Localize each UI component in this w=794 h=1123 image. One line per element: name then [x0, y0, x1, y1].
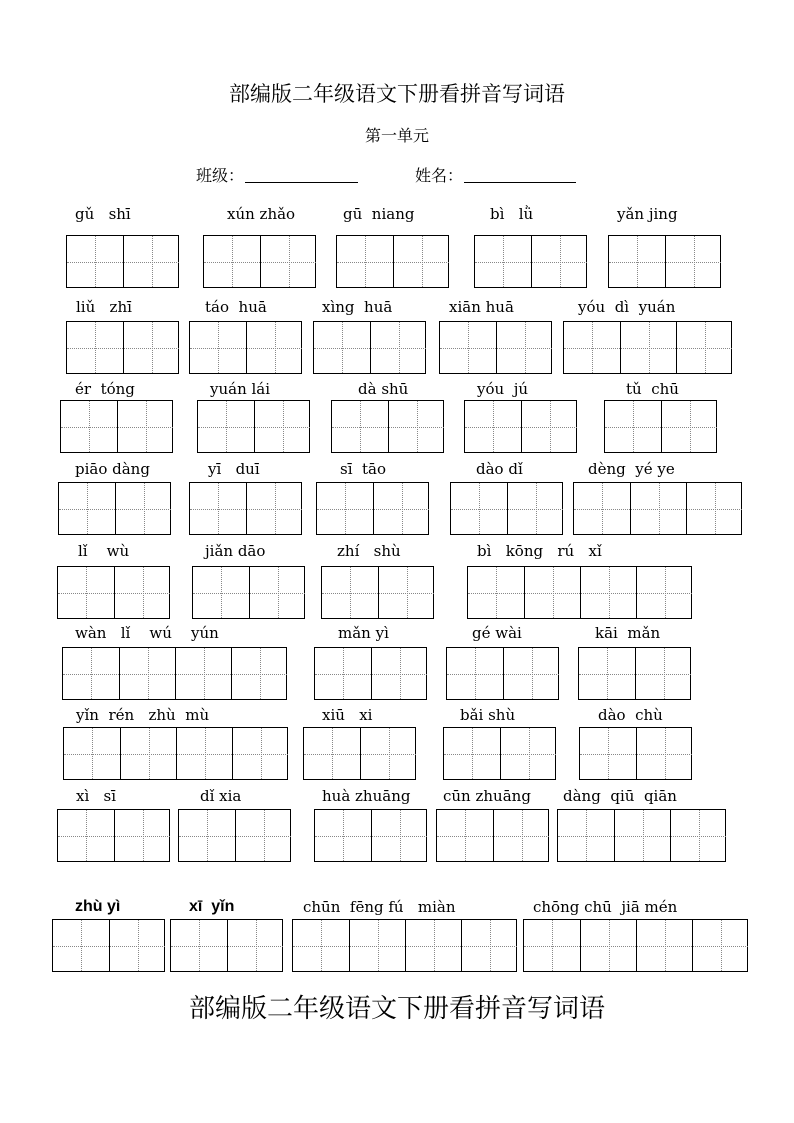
guide-line-horizontal: [564, 348, 620, 349]
writing-cell[interactable]: [692, 920, 748, 971]
pinyin-label: xī yǐn: [189, 898, 235, 915]
writing-cell[interactable]: [123, 322, 179, 373]
writing-cell[interactable]: [614, 810, 670, 861]
writing-cell[interactable]: [58, 810, 114, 861]
writing-cell[interactable]: [198, 401, 254, 452]
writing-cell[interactable]: [524, 567, 580, 618]
pinyin-label: yuán lái: [210, 380, 271, 398]
writing-cell[interactable]: [405, 920, 461, 971]
guide-line-horizontal: [124, 262, 179, 263]
guide-line-horizontal: [581, 946, 636, 947]
guide-line-horizontal: [379, 593, 434, 594]
guide-line-horizontal: [58, 593, 114, 594]
guide-line-horizontal: [637, 593, 692, 594]
guide-line-horizontal: [609, 262, 665, 263]
tianzige-grid: [314, 809, 427, 862]
guide-line-horizontal: [315, 674, 371, 675]
tianzige-grid: [331, 400, 444, 453]
writing-cell[interactable]: [500, 728, 556, 779]
writing-cell[interactable]: [444, 728, 500, 779]
guide-line-horizontal: [662, 427, 717, 428]
guide-line-horizontal: [372, 836, 427, 837]
guide-line-horizontal: [314, 348, 370, 349]
guide-line-horizontal: [337, 262, 393, 263]
guide-line-horizontal: [261, 262, 316, 263]
writing-cell[interactable]: [579, 648, 635, 699]
tianzige-grid: [608, 235, 721, 288]
writing-cell[interactable]: [475, 236, 531, 287]
pinyin-label: dǐ xia: [200, 787, 242, 805]
pinyin-label: gū niang: [343, 205, 415, 223]
pinyin-label: yóu dì yuán: [578, 298, 676, 316]
writing-cell[interactable]: [636, 920, 692, 971]
pinyin-label: kāi mǎn: [595, 624, 661, 642]
pinyin-label: cūn zhuāng: [443, 787, 531, 805]
footer-title: 部编版二年级语文下册看拼音写词语: [188, 994, 605, 1024]
guide-line-horizontal: [440, 348, 496, 349]
guide-line-horizontal: [372, 674, 427, 675]
guide-line-horizontal: [671, 836, 726, 837]
writing-cell[interactable]: [371, 648, 427, 699]
guide-line-horizontal: [204, 262, 260, 263]
guide-line-horizontal: [317, 509, 373, 510]
tianzige-grid: [321, 566, 434, 619]
pinyin-label: piāo dàng: [75, 460, 150, 478]
guide-line-horizontal: [110, 946, 165, 947]
guide-line-horizontal: [233, 754, 288, 755]
guide-line-horizontal: [574, 509, 630, 510]
writing-cell[interactable]: [254, 401, 310, 452]
tianzige-grid: [313, 321, 426, 374]
writing-cell[interactable]: [58, 567, 114, 618]
pinyin-label: tǔ chū: [626, 380, 679, 398]
writing-cell[interactable]: [109, 920, 165, 971]
pinyin-label: mǎn yì: [338, 624, 389, 642]
guide-line-horizontal: [177, 754, 232, 755]
guide-line-horizontal: [315, 836, 371, 837]
writing-cell[interactable]: [231, 648, 287, 699]
pinyin-label: dà shū: [358, 380, 409, 398]
writing-cell[interactable]: [503, 648, 559, 699]
writing-cell[interactable]: [507, 483, 563, 534]
pinyin-label: dèng yé ye: [588, 460, 675, 478]
guide-line-horizontal: [247, 509, 302, 510]
guide-line-horizontal: [406, 946, 461, 947]
pinyin-label: zhù yì: [75, 898, 121, 915]
writing-cell[interactable]: [235, 810, 291, 861]
writing-cell[interactable]: [114, 567, 170, 618]
writing-cell[interactable]: [117, 401, 173, 452]
pinyin-label: huà zhuāng: [322, 787, 411, 805]
writing-cell[interactable]: [531, 236, 587, 287]
guide-line-horizontal: [236, 836, 291, 837]
guide-line-horizontal: [501, 754, 556, 755]
guide-line-horizontal: [171, 946, 227, 947]
tianzige-grid: [303, 727, 416, 780]
tianzige-grid: [189, 321, 302, 374]
guide-line-horizontal: [350, 946, 405, 947]
writing-cell[interactable]: [580, 567, 636, 618]
writing-cell[interactable]: [59, 483, 115, 534]
guide-line-horizontal: [580, 754, 636, 755]
guide-line-horizontal: [118, 427, 173, 428]
writing-cell[interactable]: [322, 567, 378, 618]
guide-line-horizontal: [64, 754, 120, 755]
guide-line-horizontal: [581, 593, 636, 594]
writing-cell[interactable]: [468, 567, 524, 618]
tianzige-grid: [579, 727, 692, 780]
writing-cell[interactable]: [558, 810, 614, 861]
tianzige-grid: [464, 400, 577, 453]
writing-cell[interactable]: [378, 567, 434, 618]
guide-line-horizontal: [637, 754, 692, 755]
guide-line-horizontal: [293, 946, 349, 947]
writing-cell[interactable]: [670, 810, 726, 861]
tianzige-grid: [450, 482, 563, 535]
pinyin-label: lǐ wù: [78, 542, 130, 560]
guide-line-horizontal: [636, 674, 691, 675]
tianzige-grid: [192, 566, 305, 619]
writing-cell[interactable]: [451, 483, 507, 534]
tianzige-grid: [446, 647, 559, 700]
writing-cell[interactable]: [179, 810, 235, 861]
writing-cell[interactable]: [64, 728, 120, 779]
guide-line-horizontal: [522, 427, 577, 428]
name-field[interactable]: [464, 182, 576, 183]
writing-cell[interactable]: [493, 810, 549, 861]
pinyin-label: chūn fēng fú miàn: [303, 898, 456, 916]
pinyin-label: xún zhǎo: [227, 205, 296, 223]
guide-line-horizontal: [67, 262, 123, 263]
guide-line-horizontal: [451, 509, 507, 510]
writing-cell[interactable]: [63, 648, 119, 699]
pinyin-label: sī tāo: [340, 460, 387, 478]
writing-cell[interactable]: [635, 648, 691, 699]
pinyin-label: yī duī: [208, 460, 260, 478]
writing-cell[interactable]: [314, 322, 370, 373]
guide-line-horizontal: [494, 836, 549, 837]
writing-cell[interactable]: [304, 728, 360, 779]
tianzige-grid: [63, 727, 288, 780]
guide-line-horizontal: [374, 509, 429, 510]
guide-line-horizontal: [371, 348, 426, 349]
guide-line-horizontal: [176, 674, 231, 675]
pinyin-label: xì sī: [76, 787, 117, 805]
writing-cell[interactable]: [114, 810, 170, 861]
pinyin-label: xiū xi: [322, 706, 373, 724]
writing-cell[interactable]: [337, 236, 393, 287]
writing-cell[interactable]: [440, 322, 496, 373]
guide-line-horizontal: [58, 836, 114, 837]
tianzige-grid: [170, 919, 283, 972]
guide-line-horizontal: [444, 754, 500, 755]
guide-line-horizontal: [525, 593, 580, 594]
guide-line-horizontal: [120, 674, 175, 675]
guide-line-horizontal: [190, 348, 246, 349]
writing-cell[interactable]: [388, 401, 444, 452]
writing-cell[interactable]: [315, 648, 371, 699]
guide-line-horizontal: [465, 427, 521, 428]
guide-line-horizontal: [63, 674, 119, 675]
guide-line-horizontal: [497, 348, 552, 349]
pinyin-label: bì kōng rú xǐ: [477, 542, 602, 560]
guide-line-horizontal: [631, 509, 686, 510]
writing-cell[interactable]: [636, 728, 692, 779]
writing-cell[interactable]: [580, 728, 636, 779]
guide-line-horizontal: [389, 427, 444, 428]
writing-cell[interactable]: [349, 920, 405, 971]
writing-cell[interactable]: [636, 567, 692, 618]
guide-line-horizontal: [67, 348, 123, 349]
guide-line-horizontal: [59, 509, 115, 510]
writing-cell[interactable]: [371, 810, 427, 861]
page-title: 部编版二年级语文下册看拼音写词语: [229, 82, 565, 106]
tianzige-grid: [189, 482, 302, 535]
unit-heading: 第一单元: [364, 126, 429, 145]
name-label: 姓名：: [415, 166, 464, 185]
guide-line-horizontal: [532, 262, 587, 263]
guide-line-horizontal: [475, 262, 531, 263]
guide-line-horizontal: [190, 509, 246, 510]
writing-cell[interactable]: [393, 236, 449, 287]
tianzige-grid: [563, 321, 732, 374]
guide-line-horizontal: [558, 836, 614, 837]
guide-line-horizontal: [605, 427, 661, 428]
tianzige-grid: [316, 482, 429, 535]
tianzige-grid: [467, 566, 692, 619]
writing-cell[interactable]: [67, 322, 123, 373]
writing-cell[interactable]: [437, 810, 493, 861]
tianzige-grid: [314, 647, 427, 700]
writing-cell[interactable]: [61, 401, 117, 452]
writing-cell[interactable]: [190, 483, 246, 534]
pinyin-label: dào dǐ: [476, 460, 523, 478]
pinyin-label: yǎn jing: [617, 205, 678, 223]
pinyin-label: wàn lǐ wú yún: [75, 624, 219, 642]
tianzige-grid: [474, 235, 587, 288]
pinyin-label: bǎi shù: [460, 706, 516, 724]
writing-cell[interactable]: [574, 483, 630, 534]
tianzige-grid: [57, 809, 170, 862]
pinyin-label: gǔ shī: [75, 205, 131, 223]
writing-cell[interactable]: [461, 920, 517, 971]
pinyin-label: yóu jú: [477, 380, 529, 398]
tianzige-grid: [66, 321, 179, 374]
writing-cell[interactable]: [609, 236, 665, 287]
writing-cell[interactable]: [190, 322, 246, 373]
tianzige-grid: [178, 809, 291, 862]
guide-line-horizontal: [322, 593, 378, 594]
tianzige-grid: [62, 647, 287, 700]
tianzige-grid: [60, 400, 173, 453]
guide-line-horizontal: [116, 509, 171, 510]
writing-cell[interactable]: [227, 920, 283, 971]
writing-cell[interactable]: [293, 920, 349, 971]
tianzige-grid: [292, 919, 517, 972]
writing-cell[interactable]: [447, 648, 503, 699]
guide-line-horizontal: [524, 946, 580, 947]
guide-line-horizontal: [579, 674, 635, 675]
class-field[interactable]: [245, 182, 358, 183]
guide-line-horizontal: [666, 262, 721, 263]
guide-line-horizontal: [53, 946, 109, 947]
writing-cell[interactable]: [119, 648, 175, 699]
writing-cell[interactable]: [260, 236, 316, 287]
guide-line-horizontal: [193, 593, 249, 594]
pinyin-label: ér tóng: [75, 380, 135, 398]
writing-cell[interactable]: [676, 322, 732, 373]
guide-line-horizontal: [228, 946, 283, 947]
writing-cell[interactable]: [317, 483, 373, 534]
tianzige-grid: [439, 321, 552, 374]
writing-cell[interactable]: [465, 401, 521, 452]
guide-line-horizontal: [179, 836, 235, 837]
pinyin-label: yǐn rén zhù mù: [76, 706, 210, 724]
writing-cell[interactable]: [120, 728, 176, 779]
writing-cell[interactable]: [580, 920, 636, 971]
guide-line-horizontal: [304, 754, 360, 755]
pinyin-label: gé wài: [472, 624, 522, 642]
pinyin-label: dàng qiū qiān: [563, 787, 677, 805]
writing-cell[interactable]: [171, 920, 227, 971]
writing-cell[interactable]: [564, 322, 620, 373]
guide-line-horizontal: [447, 674, 503, 675]
tianzige-grid: [58, 482, 171, 535]
writing-cell[interactable]: [115, 483, 171, 534]
writing-cell[interactable]: [246, 483, 302, 534]
pinyin-label: jiǎn dāo: [205, 542, 266, 560]
pinyin-label: táo huā: [205, 298, 267, 316]
guide-line-horizontal: [124, 348, 179, 349]
tianzige-grid: [436, 809, 549, 862]
writing-cell[interactable]: [232, 728, 288, 779]
pinyin-label: liǔ zhī: [76, 298, 132, 316]
tianzige-grid: [523, 919, 748, 972]
tianzige-grid: [203, 235, 316, 288]
guide-line-horizontal: [687, 509, 742, 510]
pinyin-label: chōng chū jiā mén: [533, 898, 678, 916]
writing-cell[interactable]: [204, 236, 260, 287]
writing-cell[interactable]: [686, 483, 742, 534]
pinyin-label: xiān huā: [449, 298, 514, 316]
tianzige-grid: [336, 235, 449, 288]
tianzige-grid: [197, 400, 310, 453]
tianzige-grid: [557, 809, 726, 862]
pinyin-label: bì lǜ: [490, 205, 534, 223]
guide-line-horizontal: [677, 348, 732, 349]
writing-cell[interactable]: [524, 920, 580, 971]
guide-line-horizontal: [637, 946, 692, 947]
writing-cell[interactable]: [193, 567, 249, 618]
pinyin-label: zhí shù: [337, 542, 401, 560]
pinyin-label: dào chù: [598, 706, 663, 724]
guide-line-horizontal: [508, 509, 563, 510]
writing-cell[interactable]: [661, 401, 717, 452]
writing-cell[interactable]: [496, 322, 552, 373]
guide-line-horizontal: [255, 427, 310, 428]
writing-cell[interactable]: [370, 322, 426, 373]
guide-line-horizontal: [621, 348, 676, 349]
guide-line-horizontal: [437, 836, 493, 837]
guide-line-horizontal: [693, 946, 748, 947]
writing-cell[interactable]: [176, 728, 232, 779]
writing-cell[interactable]: [521, 401, 577, 452]
writing-cell[interactable]: [249, 567, 305, 618]
writing-cell[interactable]: [315, 810, 371, 861]
writing-cell[interactable]: [175, 648, 231, 699]
tianzige-grid: [52, 919, 165, 972]
writing-cell[interactable]: [332, 401, 388, 452]
writing-cell[interactable]: [620, 322, 676, 373]
guide-line-horizontal: [361, 754, 416, 755]
guide-line-horizontal: [394, 262, 449, 263]
writing-cell[interactable]: [605, 401, 661, 452]
guide-line-horizontal: [462, 946, 517, 947]
guide-line-horizontal: [115, 593, 170, 594]
guide-line-horizontal: [247, 348, 302, 349]
writing-cell[interactable]: [53, 920, 109, 971]
tianzige-grid: [604, 400, 717, 453]
class-label: 班级：: [196, 166, 245, 185]
writing-cell[interactable]: [246, 322, 302, 373]
guide-line-horizontal: [61, 427, 117, 428]
guide-line-horizontal: [468, 593, 524, 594]
tianzige-grid: [66, 235, 179, 288]
writing-cell[interactable]: [373, 483, 429, 534]
guide-line-horizontal: [198, 427, 254, 428]
writing-cell[interactable]: [360, 728, 416, 779]
pinyin-label: xìng huā: [322, 298, 393, 316]
guide-line-horizontal: [332, 427, 388, 428]
guide-line-horizontal: [504, 674, 559, 675]
guide-line-horizontal: [232, 674, 287, 675]
writing-cell[interactable]: [630, 483, 686, 534]
tianzige-grid: [57, 566, 170, 619]
guide-line-horizontal: [615, 836, 670, 837]
writing-cell[interactable]: [67, 236, 123, 287]
writing-cell[interactable]: [123, 236, 179, 287]
tianzige-grid: [443, 727, 556, 780]
tianzige-grid: [578, 647, 691, 700]
guide-line-horizontal: [115, 836, 170, 837]
guide-line-horizontal: [121, 754, 176, 755]
tianzige-grid: [573, 482, 742, 535]
guide-line-horizontal: [250, 593, 305, 594]
writing-cell[interactable]: [665, 236, 721, 287]
